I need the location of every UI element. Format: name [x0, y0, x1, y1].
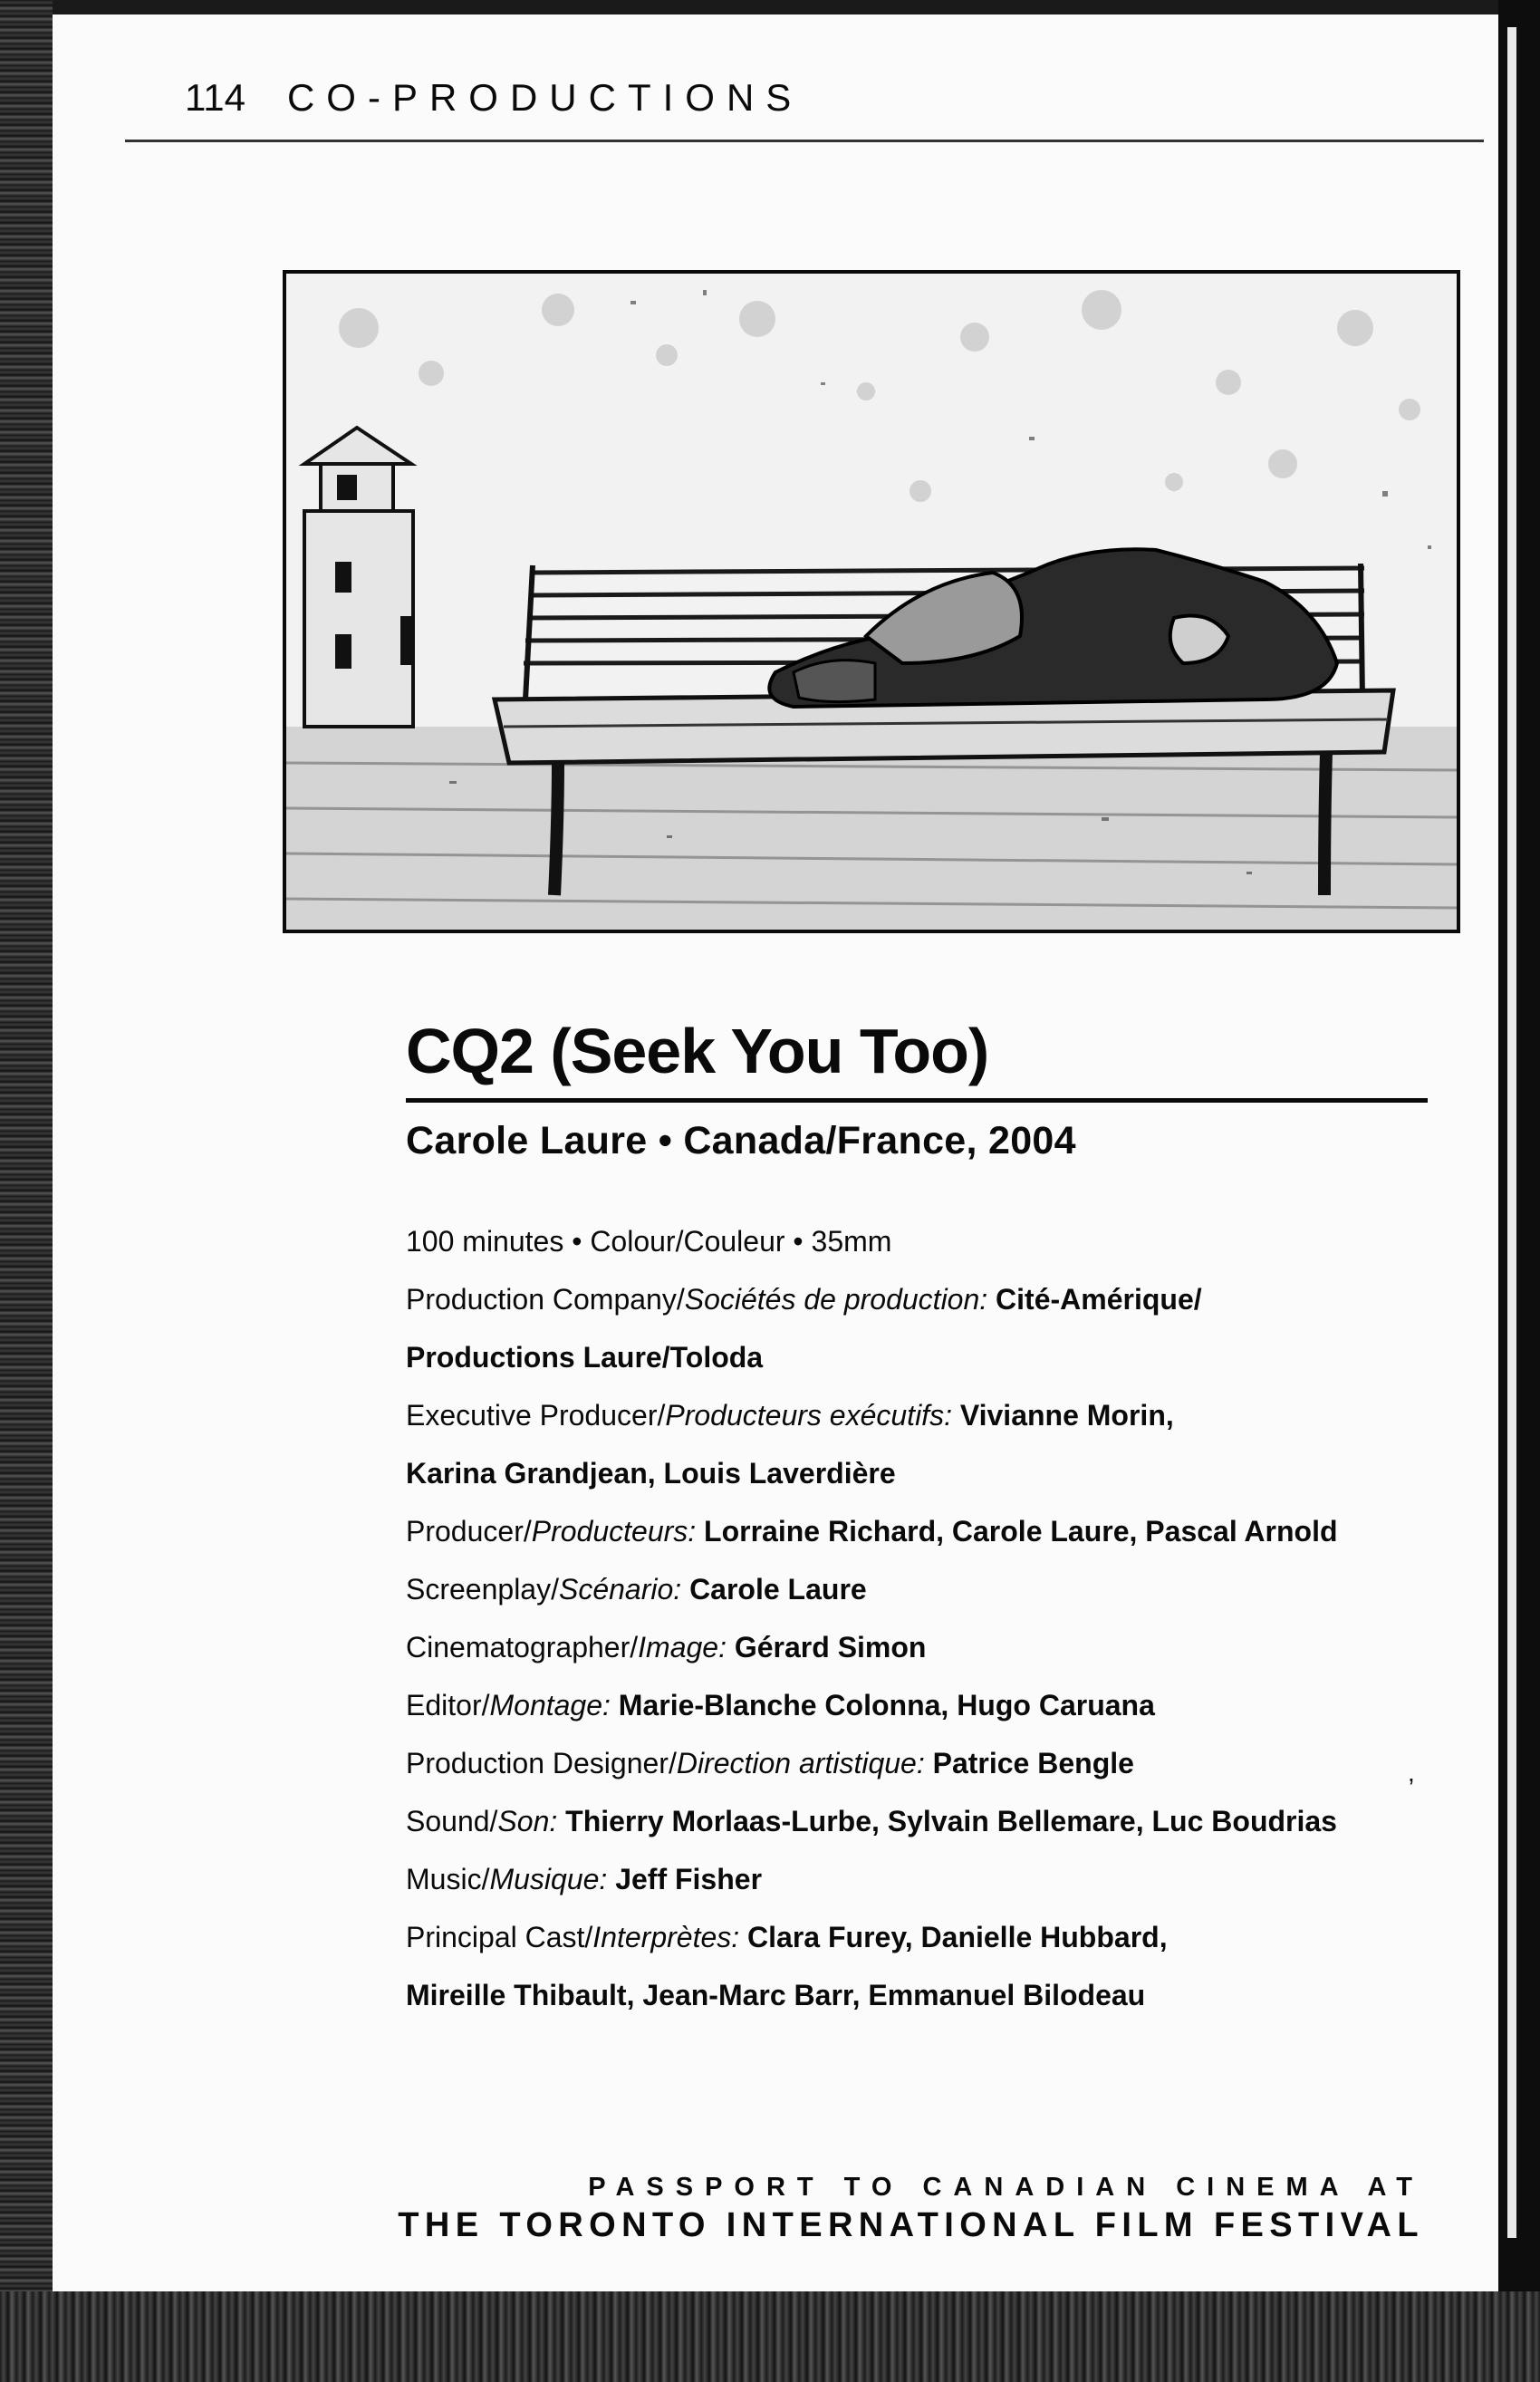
credit-role-fr: Producteurs [531, 1515, 688, 1548]
credit-role-fr: Interprètes [592, 1921, 732, 1953]
credit-role-fr: Direction artistique [676, 1747, 917, 1779]
credit-row-sound [406, 1792, 1439, 1850]
credit-colon: : [718, 1631, 735, 1664]
scan-edge-gap [1507, 27, 1516, 2238]
credit-role-fr: Son [497, 1805, 550, 1837]
scan-edge-left [0, 0, 53, 2382]
credit-row-production-designer [406, 1734, 1439, 1792]
credit-role-en: Executive Producer/ [406, 1399, 666, 1432]
film-title-block [406, 1018, 1428, 1163]
credit-row-principal-cast [406, 1908, 1439, 1966]
credit-names: Lorraine Richard, Carole Laure, Pascal Arnold [704, 1515, 1338, 1548]
footer-line-1: PASSPORT TO CANADIAN CINEMA AT [588, 2173, 1424, 2202]
credit-colon: : [688, 1515, 705, 1548]
credit-role-en: Cinematographer/ [406, 1631, 639, 1664]
credit-names: Mireille Thibault, Jean-Marc Barr, Emmanuel Bilodeau [406, 1979, 1146, 2011]
credit-colon: : [944, 1399, 960, 1432]
credit-role-en: Production Designer/ [406, 1747, 677, 1779]
credit-role-fr: Musique [489, 1863, 600, 1895]
credit-row-production-company-cont [406, 1328, 1439, 1386]
credit-role-en: Sound/ [406, 1805, 498, 1837]
page-header [185, 76, 803, 120]
credit-colon: : [602, 1689, 619, 1721]
credit-role-fr: Image [638, 1631, 719, 1664]
credit-role-fr: Scénario [558, 1573, 674, 1606]
credit-role-fr: Sociétés de production [684, 1283, 980, 1316]
credit-role-fr: Montage [489, 1689, 603, 1721]
credit-row-music [406, 1850, 1439, 1908]
credit-role-en: Principal Cast/ [406, 1921, 593, 1953]
scan-edge-top [0, 0, 1540, 14]
credit-row-cinematographer [406, 1618, 1439, 1676]
credit-row-production-company [406, 1270, 1439, 1328]
credit-names: Marie-Blanche Colonna, Hugo Caruana [618, 1689, 1155, 1721]
credit-colon: : [599, 1863, 616, 1895]
credit-colon: : [979, 1283, 996, 1316]
scan-edge-right [1498, 0, 1540, 2382]
credit-row-executive-producer [406, 1386, 1439, 1444]
credit-row-principal-cast-cont [406, 1966, 1439, 2024]
credit-names: Jeff Fisher [615, 1863, 763, 1895]
page-number: 114 [185, 76, 245, 119]
credit-names: Clara Furey, Danielle Hubbard, [747, 1921, 1168, 1953]
film-still-photo [283, 270, 1460, 933]
credit-names: Cité-Amérique/ [996, 1283, 1202, 1316]
credit-names: Gérard Simon [734, 1631, 927, 1664]
credits-list [406, 1212, 1439, 2024]
credit-row-executive-producer-cont [406, 1444, 1439, 1502]
scan-edge-bottom [0, 2291, 1540, 2382]
credit-colon: : [673, 1573, 690, 1606]
film-still-person-sleeping-on-bench-icon [286, 274, 1457, 930]
credit-role-en: Production Company/ [406, 1283, 685, 1316]
credit-names: Productions Laure/Toloda [406, 1341, 764, 1374]
footer-line-2: THE TORONTO INTERNATIONAL FILM FESTIVAL [398, 2206, 1424, 2244]
credit-colon: : [549, 1805, 566, 1837]
title-rule [406, 1098, 1428, 1103]
credit-names: Carole Laure [689, 1573, 867, 1606]
credit-names: Karina Grandjean, Louis Laverdière [406, 1457, 896, 1490]
credit-role-en: Editor/ [406, 1689, 490, 1721]
credit-colon: : [916, 1747, 933, 1779]
header-rule [125, 140, 1484, 142]
credit-row-producer [406, 1502, 1439, 1560]
credit-names: Thierry Morlaas-Lurbe, Sylvain Bellemare, Luc Boudrias [565, 1805, 1337, 1837]
film-specs: 100 minutes • Colour/Couleur • 35mm [406, 1225, 892, 1258]
section-title: CO-PRODUCTIONS [286, 76, 804, 119]
credit-role-en: Producer/ [406, 1515, 532, 1548]
page-footer [398, 2173, 1424, 2245]
credit-colon: : [731, 1921, 748, 1953]
film-title: CQ2 (Seek You Too) [406, 1016, 989, 1086]
credit-role-en: Screenplay/ [406, 1573, 559, 1606]
credit-role-en: Music/ [406, 1863, 490, 1895]
film-director-country-year: Carole Laure • Canada/France, 2004 [406, 1118, 1076, 1162]
stray-mark: , [1408, 1759, 1415, 1787]
credit-names: Vivianne Morin, [959, 1399, 1174, 1432]
credit-names: Patrice Bengle [932, 1747, 1134, 1779]
credit-row-editor [406, 1676, 1439, 1734]
credit-role-fr: Producteurs exécutifs [665, 1399, 945, 1432]
credit-row-screenplay [406, 1560, 1439, 1618]
page [53, 14, 1498, 2291]
